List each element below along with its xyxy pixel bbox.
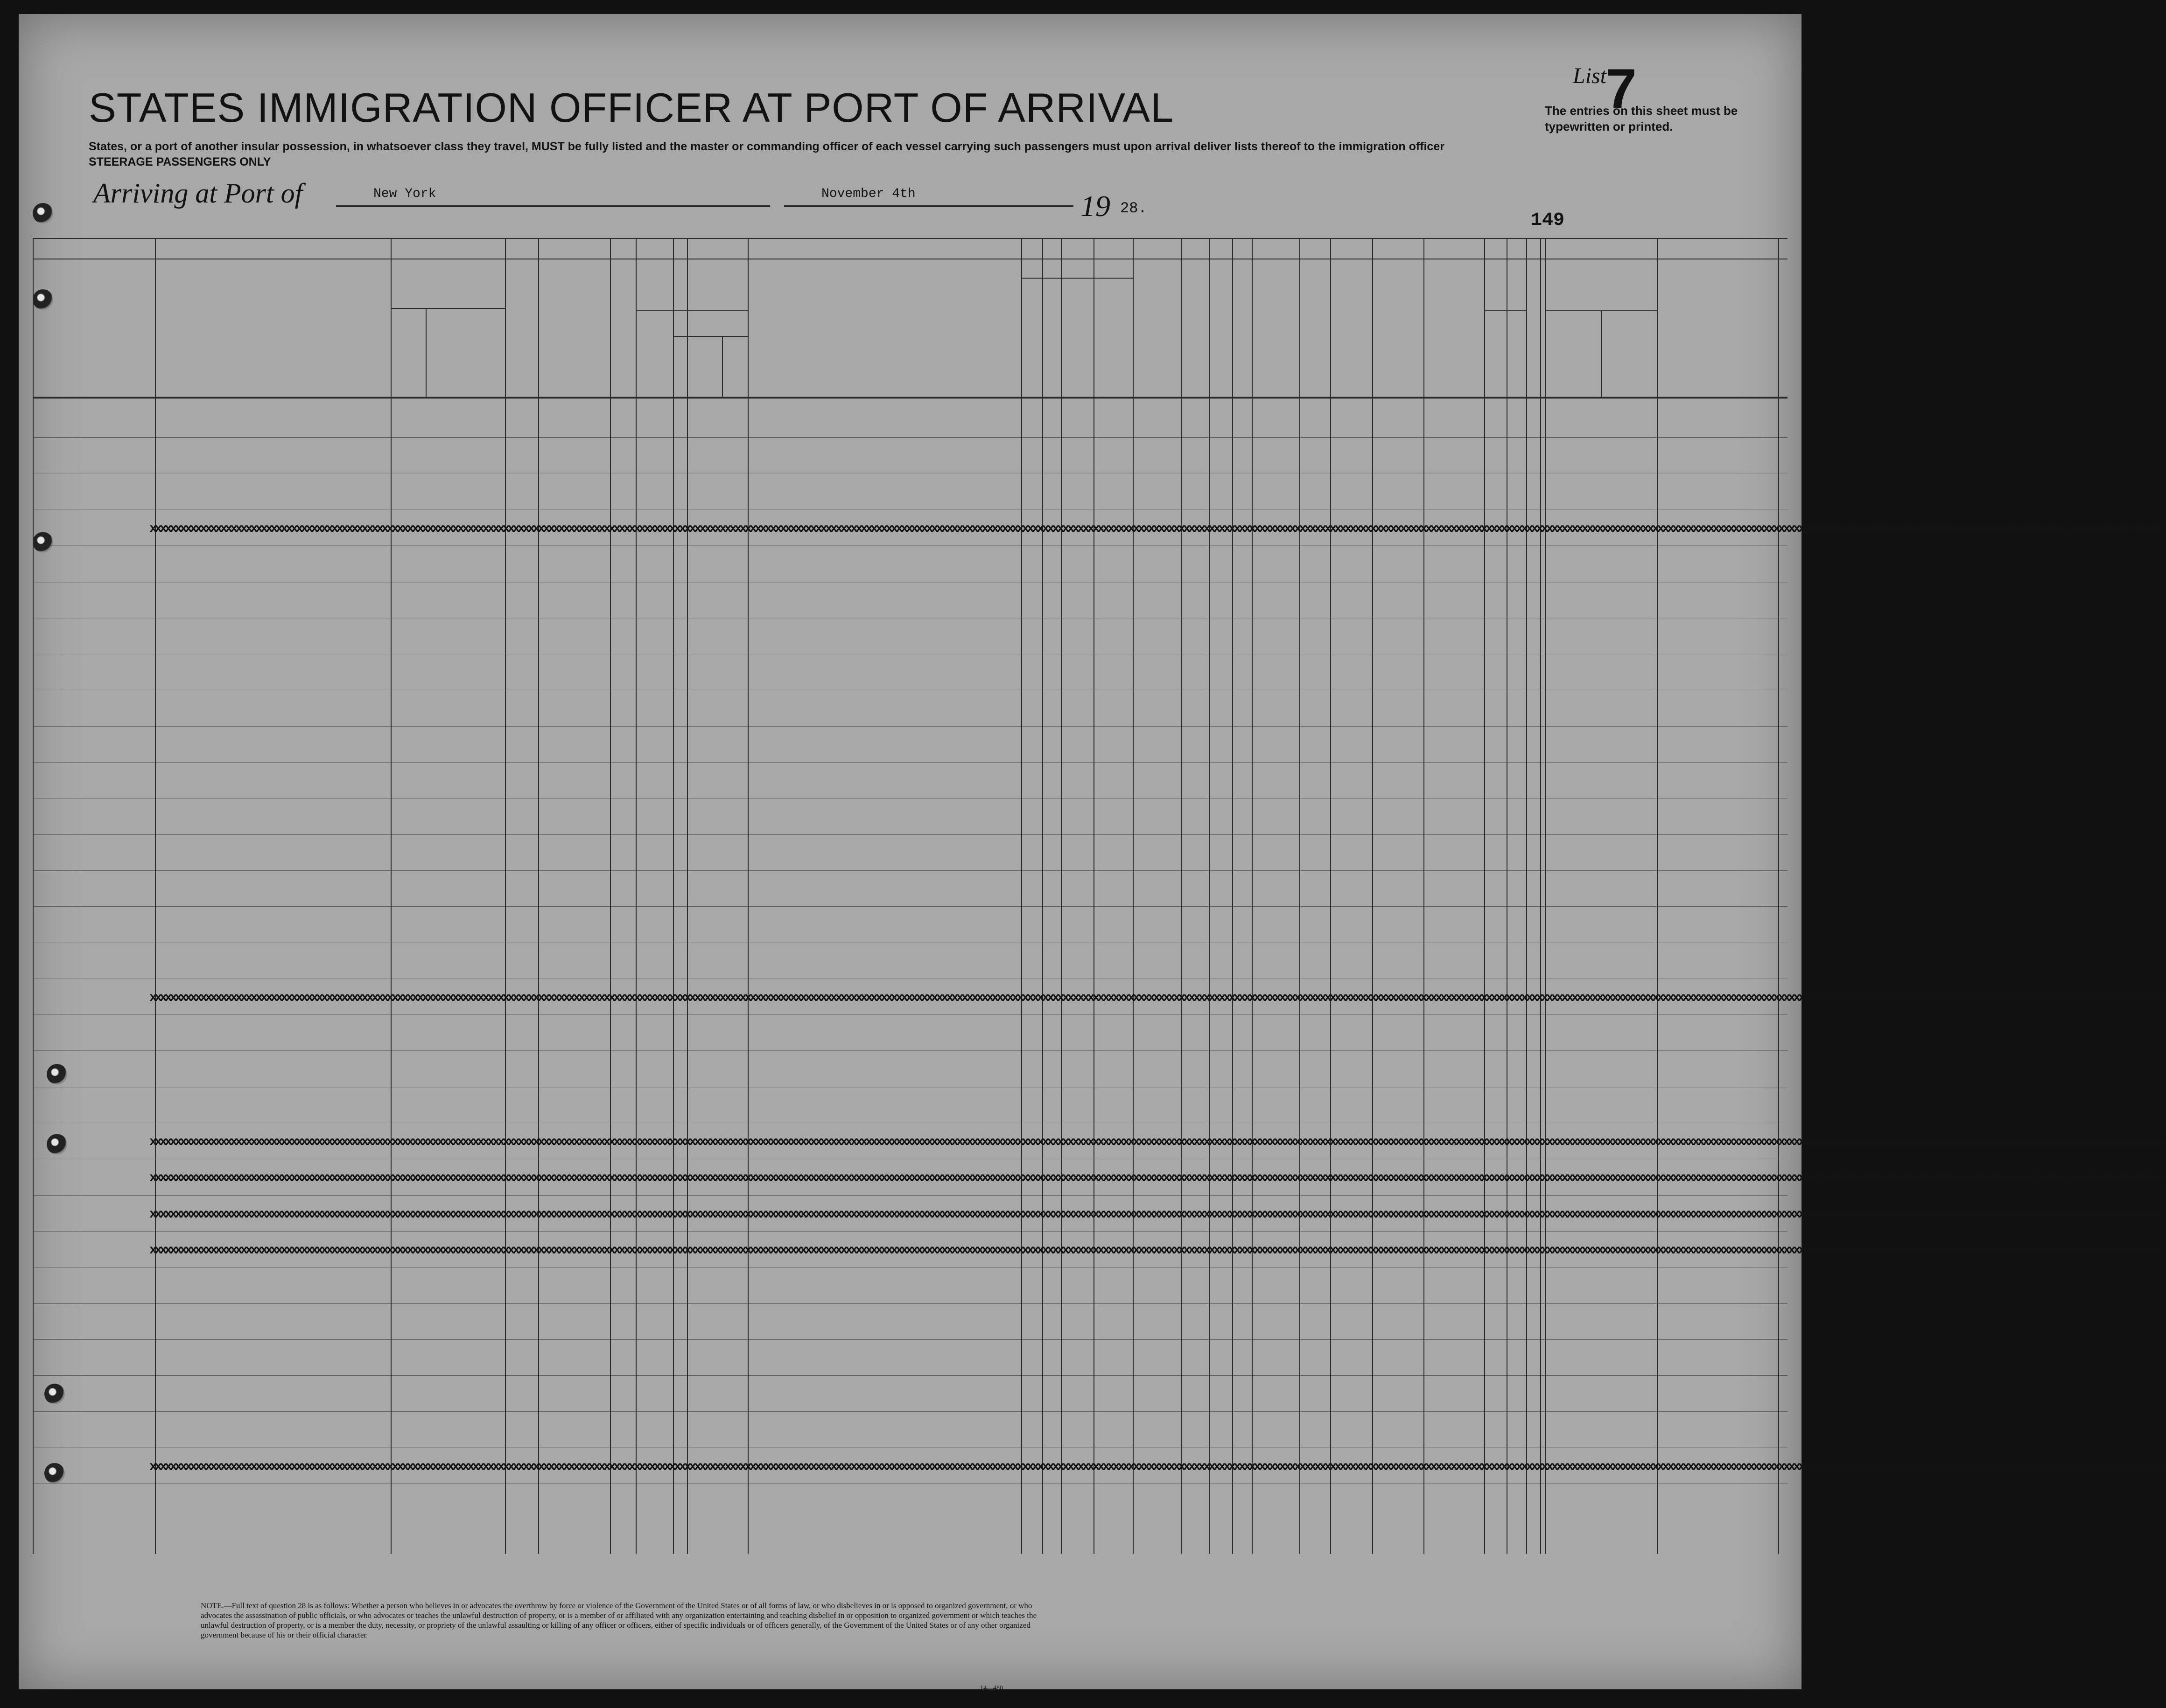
grid-line-vertical: [610, 238, 611, 1554]
list-label: List: [1573, 63, 1607, 88]
grid-line-vertical: [1657, 238, 1658, 1554]
grid-line-vertical: [1526, 238, 1527, 1554]
grid-line-vertical: [673, 238, 674, 1554]
manifest-sheet: [19, 14, 2166, 1692]
grid-line-vertical: [1601, 310, 1602, 397]
header-c29: [1302, 266, 1328, 394]
grid-line-vertical: [1209, 238, 1210, 1554]
column-number: [1232, 238, 1299, 257]
arriving-label: Arriving at Port of: [93, 178, 303, 209]
row-divider: [33, 834, 1787, 835]
column-number: [1330, 238, 1372, 257]
header-purpose-length: [1043, 282, 1060, 394]
grid-line-vertical: [505, 238, 506, 1554]
column-number: [1209, 238, 1232, 257]
year-suffix: 28.: [1120, 200, 1147, 217]
row-divider: [33, 906, 1787, 907]
column-number: [1657, 238, 1778, 257]
entries-note: The entries on this sheet must be typewritten or printed.: [1545, 104, 1738, 133]
binding-hole-icon: [33, 289, 53, 310]
column-number: [1299, 238, 1330, 257]
form-code: 14—480: [980, 1685, 1003, 1692]
grid-line-vertical: [1133, 238, 1134, 1554]
column-number: [1540, 238, 1657, 257]
row-divider: [33, 1375, 1787, 1376]
cancelled-row-strike: xxxxxxxxxxxxxxxxxxxxxxxxxxxxxxxxxxxxxxxxxxxxxxxxxxxxxxxxxxxxxxxxxxxxxxxxxxxxxxxxxxxxxxxxxxxxxxxxxxxxxxxxxxxxxxxxxxxxxxxxxxxxxxxxxxxxxxxxxxxxxxxxxxxxxxxxxxxxxxxxxxxxxxxxxxxxxxxxxxxxxxxxxxxxxxxxxxxxxxxxxxxxxxxxxxxxxxxxxxxxxxxxxxxxxxxxxxxxxxxxxxxxxxxxxxxxxxxxxxxxxxxxxxxxxxxxxxxxxxxxxxxxxxxxxxxxxxxxxxxxxxxxxxxxxxxxxxxxxxxxxxxxxxxxxxxxxxxxxxxxxxxxxxxxxxxxxxxxxxxxxxxxxxxxxxxxxxxxxxxxxxxxxxxxxxxxxxxxxxxx: [149, 521, 2166, 536]
grid-line-horizontal: [673, 336, 748, 337]
page-title: STATES IMMIGRATION OFFICER AT PORT OF ARRIVAL: [89, 84, 1174, 131]
port-field: [336, 187, 770, 207]
grid-line-vertical: [155, 238, 156, 1554]
grid-line-horizontal: [391, 308, 505, 309]
port-value: New York: [373, 187, 436, 201]
grid-line-vertical: [1021, 238, 1022, 1554]
grid-line-vertical: [1545, 238, 1546, 1554]
cancelled-row-strike: xxxxxxxxxxxxxxxxxxxxxxxxxxxxxxxxxxxxxxxxxxxxxxxxxxxxxxxxxxxxxxxxxxxxxxxxxxxxxxxxxxxxxxxxxxxxxxxxxxxxxxxxxxxxxxxxxxxxxxxxxxxxxxxxxxxxxxxxxxxxxxxxxxxxxxxxxxxxxxxxxxxxxxxxxxxxxxxxxxxxxxxxxxxxxxxxxxxxxxxxxxxxxxxxxxxxxxxxxxxxxxxxxxxxxxxxxxxxxxxxxxxxxxxxxxxxxxxxxxxxxxxxxxxxxxxxxxxxxxxxxxxxxxxxxxxxxxxxxxxxxxxxxxxxxxxxxxxxxxxxxxxxxxxxxxxxxxxxxxxxxxxxxxxxxxxxxxxxxxxxxxxxxxxxxxxxxxxxxxxxxxxxxxxxxxxxxxxxxxxx: [149, 1135, 2166, 1149]
cancelled-row-strike: xxxxxxxxxxxxxxxxxxxxxxxxxxxxxxxxxxxxxxxxxxxxxxxxxxxxxxxxxxxxxxxxxxxxxxxxxxxxxxxxxxxxxxxxxxxxxxxxxxxxxxxxxxxxxxxxxxxxxxxxxxxxxxxxxxxxxxxxxxxxxxxxxxxxxxxxxxxxxxxxxxxxxxxxxxxxxxxxxxxxxxxxxxxxxxxxxxxxxxxxxxxxxxxxxxxxxxxxxxxxxxxxxxxxxxxxxxxxxxxxxxxxxxxxxxxxxxxxxxxxxxxxxxxxxxxxxxxxxxxxxxxxxxxxxxxxxxxxxxxxxxxxxxxxxxxxxxxxxxxxxxxxxxxxxxxxxxxxxxxxxxxxxxxxxxxxxxxxxxxxxxxxxxxxxxxxxxxxxxxxxxxxxxxxxxxxxxxxxxxx: [149, 1459, 2166, 1474]
binding-hole-icon: [47, 1064, 67, 1085]
grid-line-vertical: [1372, 238, 1373, 1554]
header-c30: [1332, 266, 1370, 394]
header-purpose-citizen: [1097, 282, 1129, 394]
page-subtitle-steerage: STEERAGE PASSENGERS ONLY: [89, 155, 271, 168]
grid-line-horizontal: [33, 397, 1787, 399]
column-number: [1372, 238, 1423, 257]
grid-line-vertical: [636, 238, 637, 1554]
cancelled-row-strike: xxxxxxxxxxxxxxxxxxxxxxxxxxxxxxxxxxxxxxxxxxxxxxxxxxxxxxxxxxxxxxxxxxxxxxxxxxxxxxxxxxxxxxxxxxxxxxxxxxxxxxxxxxxxxxxxxxxxxxxxxxxxxxxxxxxxxxxxxxxxxxxxxxxxxxxxxxxxxxxxxxxxxxxxxxxxxxxxxxxxxxxxxxxxxxxxxxxxxxxxxxxxxxxxxxxxxxxxxxxxxxxxxxxxxxxxxxxxxxxxxxxxxxxxxxxxxxxxxxxxxxxxxxxxxxxxxxxxxxxxxxxxxxxxxxxxxxxxxxxxxxxxxxxxxxxxxxxxxxxxxxxxxxxxxxxxxxxxxxxxxxxxxxxxxxxxxxxxxxxxxxxxxxxxxxxxxxxxxxxxxxxxxxxxxxxxxxxxxxxx: [149, 1243, 2166, 1258]
grid-line-vertical: [1330, 238, 1331, 1554]
column-number: [1181, 238, 1209, 257]
column-number: [155, 238, 391, 257]
header-inches: [1509, 345, 1523, 392]
grid-line-vertical: [1232, 238, 1233, 1554]
grid-line-vertical: [391, 238, 392, 1554]
column-number: [1021, 238, 1133, 257]
grid-line-vertical: [1540, 238, 1541, 1554]
row-divider: [33, 762, 1787, 763]
column-number: [391, 238, 505, 257]
page-subtitle: States, or a port of another insular possession, in whatsoever class they travel, MUST be fully listed and the master or commanding officer of each vessel carrying such passengers must upon arrival deliver lists thereof to the immigration officer: [89, 140, 1444, 153]
header-c27: [1211, 266, 1231, 394]
page-number: 149: [1531, 210, 1565, 231]
grid-line-vertical: [1181, 238, 1182, 1554]
header-ticket: [512, 271, 531, 392]
header-complexion: [1528, 313, 1542, 392]
column-number: [1133, 238, 1181, 257]
row-divider: [33, 1195, 1787, 1196]
grid-line-vertical: [748, 238, 749, 1554]
row-divider: [33, 1303, 1787, 1304]
grid-line-vertical: [33, 238, 34, 1554]
column-number: [538, 238, 610, 257]
grid-line-vertical: [538, 238, 539, 1554]
grid-line-vertical: [722, 336, 723, 397]
binding-hole-icon: [47, 1134, 67, 1155]
column-number: [636, 238, 748, 257]
grid-line-vertical: [687, 238, 688, 1554]
grid-line-vertical: [1778, 238, 1779, 1554]
row-divider: [33, 870, 1787, 871]
cancelled-row-strike: xxxxxxxxxxxxxxxxxxxxxxxxxxxxxxxxxxxxxxxxxxxxxxxxxxxxxxxxxxxxxxxxxxxxxxxxxxxxxxxxxxxxxxxxxxxxxxxxxxxxxxxxxxxxxxxxxxxxxxxxxxxxxxxxxxxxxxxxxxxxxxxxxxxxxxxxxxxxxxxxxxxxxxxxxxxxxxxxxxxxxxxxxxxxxxxxxxxxxxxxxxxxxxxxxxxxxxxxxxxxxxxxxxxxxxxxxxxxxxxxxxxxxxxxxxxxxxxxxxxxxxxxxxxxxxxxxxxxxxxxxxxxxxxxxxxxxxxxxxxxxxxxxxxxxxxxxxxxxxxxxxxxxxxxxxxxxxxxxxxxxxxxxxxxxxxxxxxxxxxxxxxxxxxxxxxxxxxxxxxxxxxxxxxxxxxxxxxxxxxx: [149, 990, 2166, 1005]
row-divider: [33, 1050, 1787, 1051]
date-value: November 4th: [821, 187, 916, 201]
column-number: [748, 238, 1021, 257]
row-divider: [33, 1411, 1787, 1412]
row-divider: [33, 1339, 1787, 1340]
column-number: [610, 238, 636, 257]
cancelled-row-strike: xxxxxxxxxxxxxxxxxxxxxxxxxxxxxxxxxxxxxxxxxxxxxxxxxxxxxxxxxxxxxxxxxxxxxxxxxxxxxxxxxxxxxxxxxxxxxxxxxxxxxxxxxxxxxxxxxxxxxxxxxxxxxxxxxxxxxxxxxxxxxxxxxxxxxxxxxxxxxxxxxxxxxxxxxxxxxxxxxxxxxxxxxxxxxxxxxxxxxxxxxxxxxxxxxxxxxxxxxxxxxxxxxxxxxxxxxxxxxxxxxxxxxxxxxxxxxxxxxxxxxxxxxxxxxxxxxxxxxxxxxxxxxxxxxxxxxxxxxxxxxxxxxxxxxxxxxxxxxxxxxxxxxxxxxxxxxxxxxxxxxxxxxxxxxxxxxxxxxxxxxxxxxxxxxxxxxxxxxxxxxxxxxxxxxxxxxxxxxxxx: [149, 1171, 2166, 1186]
grid-line-vertical: [1484, 238, 1485, 1554]
list-number: 7: [1605, 57, 1637, 120]
row-divider: [33, 437, 1787, 438]
header-feet: [1488, 345, 1502, 392]
grid-line-vertical: [1042, 238, 1043, 1554]
binding-hole-icon: [33, 203, 53, 224]
grid-line-horizontal: [636, 310, 748, 311]
date-field: [784, 187, 1073, 207]
grid-line-vertical: [1252, 238, 1253, 1554]
header-c26: [1183, 266, 1207, 394]
column-number: [505, 238, 538, 257]
column-number: [33, 238, 155, 257]
grid-line-vertical: [1061, 238, 1062, 1554]
cancelled-row-strike: xxxxxxxxxxxxxxxxxxxxxxxxxxxxxxxxxxxxxxxxxxxxxxxxxxxxxxxxxxxxxxxxxxxxxxxxxxxxxxxxxxxxxxxxxxxxxxxxxxxxxxxxxxxxxxxxxxxxxxxxxxxxxxxxxxxxxxxxxxxxxxxxxxxxxxxxxxxxxxxxxxxxxxxxxxxxxxxxxxxxxxxxxxxxxxxxxxxxxxxxxxxxxxxxxxxxxxxxxxxxxxxxxxxxxxxxxxxxxxxxxxxxxxxxxxxxxxxxxxxxxxxxxxxxxxxxxxxxxxxxxxxxxxxxxxxxxxxxxxxxxxxxxxxxxxxxxxxxxxxxxxxxxxxxxxxxxxxxxxxxxxxxxxxxxxxxxxxxxxxxxxxxxxxxxxxxxxxxxxxxxxxxxxxxxxxxxxxxxxxx: [149, 1207, 2166, 1222]
grid-line-horizontal: [1484, 310, 1526, 311]
grid-line-horizontal: [1021, 278, 1133, 279]
binding-hole-icon: [44, 1384, 65, 1404]
grid-line-vertical: [426, 308, 427, 397]
binding-hole-icon: [44, 1463, 65, 1484]
header-money: [615, 271, 631, 392]
row-divider: [33, 726, 1787, 727]
header-c25: [1135, 266, 1180, 394]
column-number: [1507, 238, 1540, 257]
row-divider: [33, 1231, 1787, 1232]
column-number: [1484, 238, 1507, 257]
grid-line-vertical: [1423, 238, 1424, 1554]
column-number: [1423, 238, 1484, 257]
header-purpose-return: [1022, 282, 1041, 394]
binding-hole-icon: [33, 532, 53, 553]
year-prefix: 19: [1080, 189, 1110, 223]
footnote: NOTE.—Full text of question 28 is as follows: Whether a person who believes in or advocates the overthrow by force or violence of the Government of the United States or of all forms of law, or who disbelieves in or is opposed to organized government, or who advocates the assassination of public officials, or who advocates or teaches the unlawful destruction of property, or is a member of or affiliated with any organization entertaining and teaching disbelief in or opposition to organized government or which teaches the unlawful destruction of property, or is a member the duty, necessity, or propriety of the unlawful assaulting or killing of any officer or officers, either of specific individuals or of officers generally, of the Government of the United States or of any other organized government because of his or their official character.: [201, 1601, 1037, 1639]
header-c28: [1237, 266, 1297, 394]
grid-line-vertical: [1299, 238, 1300, 1554]
